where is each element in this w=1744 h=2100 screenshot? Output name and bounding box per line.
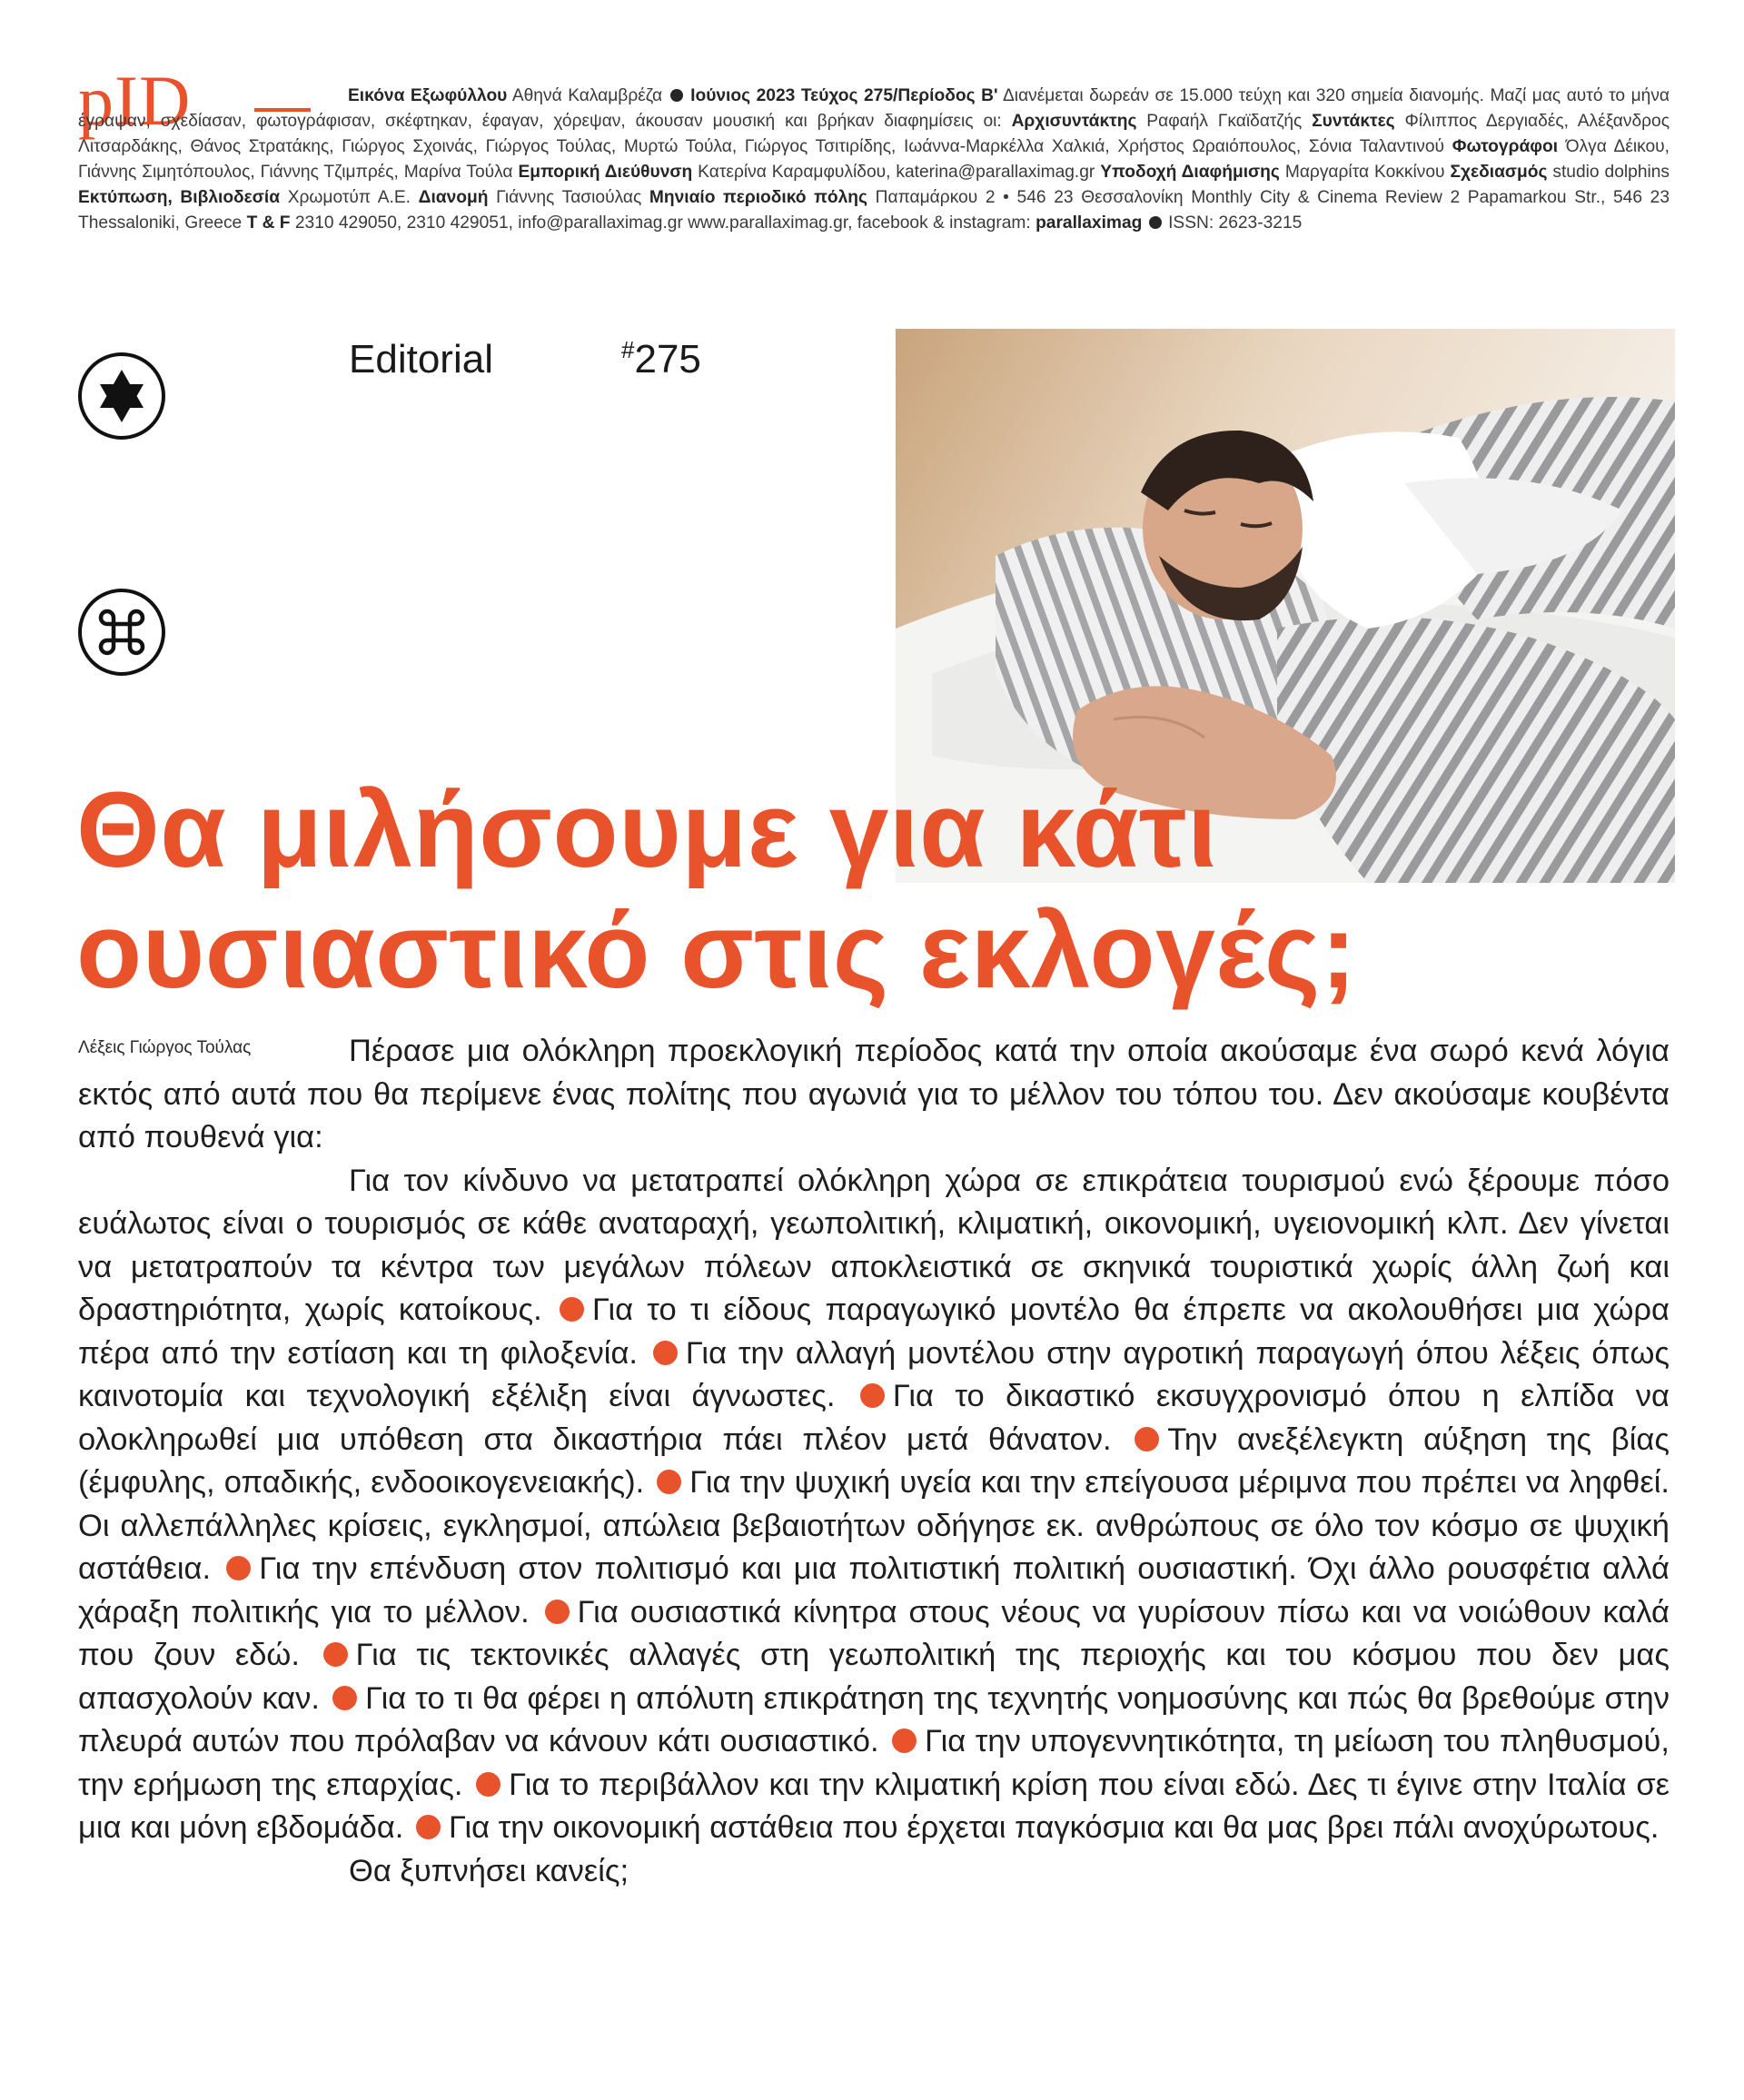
logo: pID xyxy=(78,61,192,140)
section-label: Editorial xyxy=(349,337,493,381)
masthead-role: Ιούνιος 2023 Τεύχος 275/Περίοδος Β' xyxy=(690,86,998,105)
masthead-text: Κατερίνα Καραμφυλίδου, katerina@parallaximag.gr xyxy=(692,163,1101,182)
masthead-text: Ραφαήλ Γκαϊδατζής xyxy=(1136,112,1313,131)
issue-item: Για την ψυχική υγεία και την επείγουσα μέριμνα που πρέπει να ληφθεί. Οι αλλεπάλληλες κρίσεις, εγκλησμοί, απώλεια βεβαιοτήτων οδήγησε εκ. ανθρώπους σε όλο τον κόσμο σε ψυχική αστάθεια. xyxy=(78,1465,1670,1586)
masthead-dot-icon xyxy=(1149,216,1162,229)
bullet-icon xyxy=(476,1772,500,1797)
issue-item: Για ουσιαστικά κίνητρα στους νέους να γυρίσουν πίσω και να νοιώθουν καλά που ζουν εδώ. xyxy=(78,1594,1670,1672)
issue-item: Για την υπογεννητικότητα, τη μείωση του πληθυσμού, την ερήμωση της επαρχίας. xyxy=(78,1724,1670,1802)
masthead-text: Παπαμάρκου 2 • 546 23 Θεσσαλονίκη Monthly City & Cinema Review 2 Papamarkou Str., 546 23 Thessaloniki, Greece xyxy=(78,188,1670,233)
masthead-text: ISSN: 2623-3215 xyxy=(1168,213,1303,233)
bullet-icon xyxy=(226,1556,251,1580)
issue-number xyxy=(621,336,701,384)
masthead-role: Εκτύπωση, Βιβλιοδεσία xyxy=(78,188,281,207)
bullet-icon xyxy=(653,1341,678,1365)
bullet-icon xyxy=(560,1297,584,1322)
bullet-icon xyxy=(323,1642,348,1667)
masthead-role: Σχεδιασμός xyxy=(1450,163,1548,182)
masthead-role: Συντάκτες xyxy=(1312,112,1395,131)
article-body xyxy=(78,1030,1670,1893)
headline: Θα μιλήσουμε για κάτι ουσιαστικό στις εκλογές; xyxy=(76,770,1357,1011)
byline: Λέξεις Γιώργος Τούλας xyxy=(78,1038,252,1057)
bullet-icon xyxy=(545,1600,570,1624)
bullet-icon xyxy=(892,1729,917,1753)
issue-item: Την ανεξέλεγκτη αύξηση της βίας (έμφυλης, οπαδικής, ενδοοικογενειακής). xyxy=(78,1421,1670,1500)
issue-item: Για την επένδυση στον πολιτισμό και μια πολιτιστική πολιτική ουσιαστική. Όχι άλλο ρουσφέτια αλλά χάραξη πολιτικής για το μέλλον. xyxy=(78,1551,1670,1629)
masthead-role: Εικόνα Εξωφύλλου xyxy=(348,86,508,105)
masthead-text: studio dolphins xyxy=(1547,163,1670,182)
issue-value: 275 xyxy=(634,337,701,381)
masthead-text: Όλγα Δέικου, Γιάννης Σιμητόπουλος, Γιάννης Τζιμπρές, Μαρίνα Τούλα xyxy=(78,137,1670,182)
issue-item: Για την αλλαγή μοντέλου στην αγροτική παραγωγή όπου λέξεις όπως καινοτομία και τεχνολογική εξέλιξη είναι άγνωστες. xyxy=(78,1335,1670,1413)
intro-paragraph: Πέρασε μια ολόκληρη προεκλογική περίοδος κατά την οποία ακούσαμε ένα σωρό κενά λόγια εκτός από αυτά που θα περίμενε ένας πολίτης που αγωνιά για το μέλλον του τόπου του. Δεν ακούσαμε κουβέντα από πουθενά για: xyxy=(78,1034,1670,1154)
masthead-role: Φωτογράφοι xyxy=(1452,137,1559,156)
masthead-text: Μαργαρίτα Κοκκίνου xyxy=(1279,163,1451,182)
masthead-text: Φίλιππος Δεργιαδές, Αλέξανδρος Λιτσαρδάκης, Θάνος Στρατάκης, Γιώργος Σχοινάς, Γιώργος Τούλας, Μυρτώ Τούλα, Γιώργος Τσιτιρίδης, Ιωάννα-Μαρκέλλα Χαλκιά, Χρήστος Ωραιόπουλος, Σόνια Ταλαντινού xyxy=(78,112,1670,156)
closing-line: Θα ξυπνήσει κανείς; xyxy=(349,1853,629,1888)
masthead-text: Γιάννης Τασιούλας xyxy=(488,188,649,207)
command-key-glyph xyxy=(94,605,149,659)
command-key-icon xyxy=(78,589,165,676)
issue-item: Για το περιβάλλον και την κλιματική κρίση που είναι εδώ. Δες τι έγινε στην Ιταλία σε μια και μόνη εβδομάδα. xyxy=(78,1767,1670,1845)
masthead-role: Αρχισυντάκτης xyxy=(1011,112,1137,131)
issue-item: Για τον κίνδυνο να μετατραπεί ολόκληρη χώρα σε επικράτεια τουρισμού ενώ ξέρουμε πόσο ευάλωτος είναι ο τουρισμός σε κάθε αναταραχή, γεωπολιτική, κλιματική, οικονομική, υγειονομική κλπ. Δεν γίνεται να μετατραπούν τα κέντρα των μεγάλων πόλεων αποκλειστικά σε σκηνικά τουριστικά χωρίς άλλη ζωή και δραστηριότητα, χωρίς κατοίκους. xyxy=(78,1163,1670,1327)
masthead-dot-icon xyxy=(670,89,683,102)
bullet-icon xyxy=(657,1470,681,1494)
masthead-role: Διανομή xyxy=(418,188,489,207)
bullet-icon xyxy=(860,1383,885,1408)
masthead-role: Μηνιαίο περιοδικό πόλης xyxy=(649,188,867,207)
masthead-text: Χρωμοτύπ Α.Ε. xyxy=(280,188,419,207)
issue-item: Για το τι θα φέρει η απόλυτη επικράτηση της τεχνητής νοημοσύνης και πώς θα βρεθούμε στην πλευρά αυτών που πρόλαβαν να κάνουν κάτι ουσιαστικό. xyxy=(78,1680,1670,1758)
masthead-text: Αθηνά Καλαμβρέζα xyxy=(507,86,663,105)
masthead-role: T & F xyxy=(246,213,291,233)
masthead-role: Υποδοχή Διαφήμισης xyxy=(1100,163,1280,182)
masthead-role: Εμπορική Διεύθυνση xyxy=(518,163,693,182)
bullet-icon xyxy=(332,1686,357,1710)
star-of-david-glyph xyxy=(94,368,150,424)
issue-item: Για το τι είδους παραγωγικό μοντέλο θα έπρεπε να ακολουθήσει μια χώρα πέρα από την εστίαση και τη φιλοξενία. xyxy=(78,1293,1670,1371)
issue-hash: # xyxy=(621,336,635,363)
masthead-text: Διανέμεται δωρεάν σε 15.000 τεύχη και 320 σημεία διανομής. Μαζί μας αυτό το μήνα έγραψαν, σχεδίασαν, φωτογράφισαν, σκέφτηκαν, έφαγαν, χόρεψαν, άκουσαν μουσική και βρήκαν διαφημίσεις οι: xyxy=(78,86,1670,131)
masthead-credits xyxy=(78,84,1670,236)
issue-item: Για την οικονομική αστάθεια που έρχεται παγκόσμια και θα μας βρει πάλι ανοχύρωτους. xyxy=(448,1810,1660,1845)
star-of-david-icon xyxy=(78,352,165,440)
issue-item: Για το δικαστικό εκσυγχρονισμό όπου η ελπίδα να ολοκληρωθεί μια υπόθεση στα δικαστήρια πάει πλέον μετά θάνατον. xyxy=(78,1379,1670,1457)
bullet-icon xyxy=(416,1815,441,1839)
bullet-icon xyxy=(1135,1427,1159,1451)
issues-paragraph xyxy=(78,1160,1670,1850)
issue-item: Για τις τεκτονικές αλλαγές στη γεωπολιτική της περιοχής και του κόσμου που δεν μας απασχολούν καν. xyxy=(78,1638,1670,1716)
masthead-text: 2310 429050, 2310 429051, info@parallaximag.gr www.parallaximag.gr, facebook & instagram: xyxy=(290,213,1036,233)
masthead-role: parallaximag xyxy=(1036,213,1143,233)
